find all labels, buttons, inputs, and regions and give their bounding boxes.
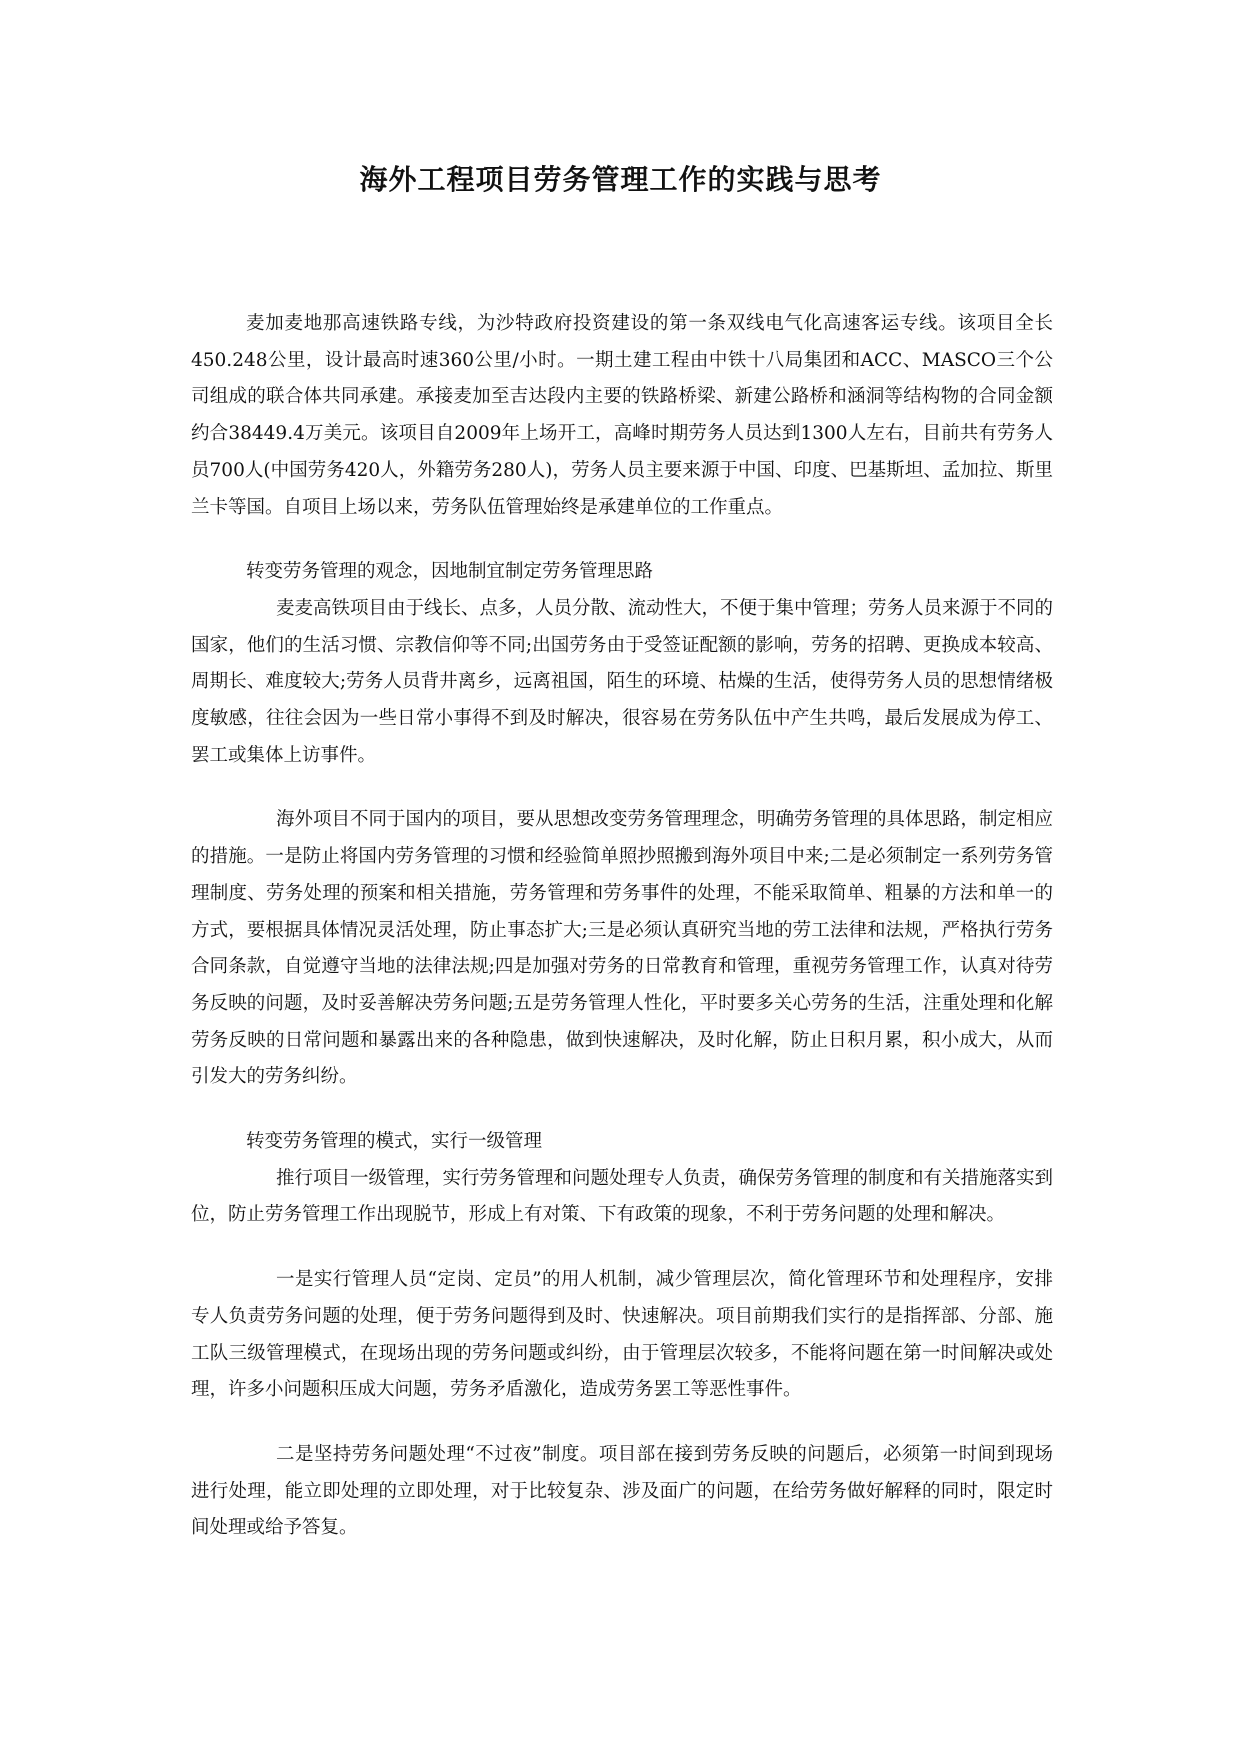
paragraph-point-two: 二是坚持劳务问题处理“不过夜”制度。项目部在接到劳务反映的问题后，必须第一时间到现场进行处理，能立即处理的立即处理，对于比较复杂、涉及面广的问题，在给劳务做好解释的同时，限定时间处理或给予答复。 [191,1443,1053,1539]
document-body [191,306,1053,1547]
document-title: 海外工程项目劳务管理工作的实践与思考 [359,163,882,196]
section-heading-1: 转变劳务管理的观念，因地制宜制定劳务管理思路 [246,561,654,583]
paragraph-one-level-management: 推行项目一级管理，实行劳务管理和问题处理专人负责，确保劳务管理的制度和有关措施落实到位，防止劳务管理工作出现脱节，形成上有对策、下有政策的现象，不利于劳务问题的处理和解决。 [191,1167,1054,1226]
section-heading-2: 转变劳务管理的模式，实行一级管理 [246,1131,543,1153]
paragraph-intro: 麦加麦地那高速铁路专线，为沙特政府投资建设的第一条双线电气化高速客运专线。该项目全长450.248公里，设计最高时速360公里/小时。一期土建工程由中铁十八局集团和ACC、MASCO三个公司组成的联合体共同承建。承接麦加至吉达段内主要的铁路桥梁、新建公路桥和涵洞等结构物的合同金额约合38449.4万美元。该项目自2009年上场开工，高峰时期劳务人员达到1300人左右，目前共有劳务人员700人(中国劳务420人，外籍劳务280人)，劳务人员主要来源于中国、印度、巴基斯坦、孟加拉、斯里兰卡等国。自项目上场以来，劳务队伍管理始终是承建单位的工作重点。 [191,313,1053,518]
paragraph-challenges: 麦麦高铁项目由于线长、点多，人员分散、流动性大，不便于集中管理；劳务人员来源于不同的国家，他们的生活习惯、宗教信仰等不同;出国劳务由于受签证配额的影响，劳务的招聘、更换成本较高、周期长、难度较大;劳务人员背井离乡，远离祖国，陌生的环境、枯燥的生活，使得劳务人员的思想情绪极度敏感，往往会因为一些日常小事得不到及时解决，很容易在劳务队伍中产生共鸣，最后发展成为停工、罢工或集体上访事件。 [191,597,1054,766]
paragraph-point-one: 一是实行管理人员“定岗、定员”的用人机制，减少管理层次，简化管理环节和处理程序，安排专人负责劳务问题的处理，便于劳务问题得到及时、快速解决。项目前期我们实行的是指挥部、分部、施工队三级管理模式，在现场出现的劳务问题或纠纷，由于管理层次较多，不能将问题在第一时间解决或处理，许多小问题积压成大问题，劳务矛盾激化，造成劳务罢工等恶性事件。 [191,1269,1053,1401]
paragraph-measures: 海外项目不同于国内的项目，要从思想改变劳务管理理念，明确劳务管理的具体思路，制定相应的措施。一是防止将国内劳务管理的习惯和经验简单照抄照搬到海外项目中来;二是必须制定一系列劳务管理制度、劳务处理的预案和相关措施，劳务管理和劳务事件的处理，不能采取简单、粗暴的方法和单一的方式，要根据具体情况灵活处理，防止事态扩大;三是必须认真研究当地的劳工法律和法规，严格执行劳务合同条款，自觉遵守当地的法律法规;四是加强对劳务的日常教育和管理，重视劳务管理工作，认真对待劳务反映的问题，及时妥善解决劳务问题;五是劳务管理人性化，平时要多关心劳务的生活，注重处理和化解劳务反映的日常问题和暴露出来的各种隐患，做到快速解决，及时化解，防止日积月累，积小成大，从而引发大的劳务纠纷。 [191,809,1054,1088]
